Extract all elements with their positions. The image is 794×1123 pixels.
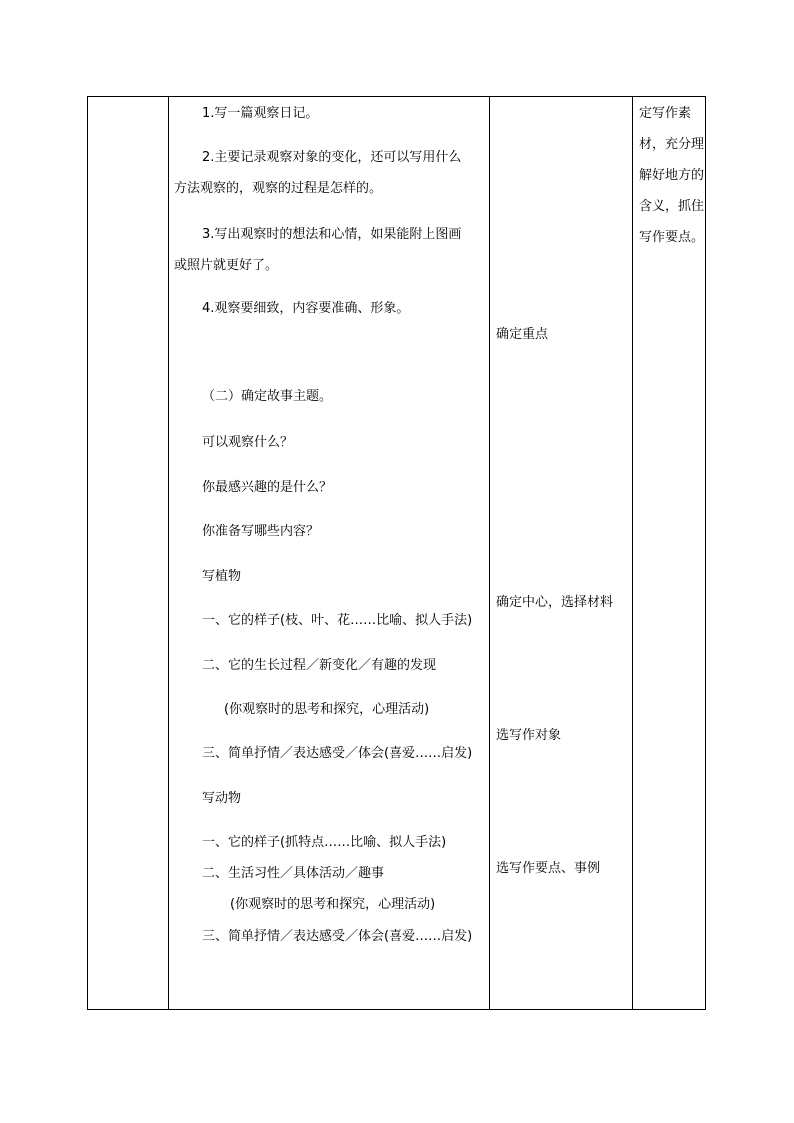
activity-2: 确定中心，选择材料 <box>496 595 614 610</box>
requirement-4: 4.观察要细致，内容要准确、形象。 <box>202 301 410 316</box>
activity-4: 选写作要点、事例 <box>496 861 601 876</box>
animal-point-2: 二、生活习性／具体活动／趣事 <box>202 866 385 881</box>
plant-point-3: 三、简单抒情／表达感受／体会(喜爱……启发) <box>202 746 473 761</box>
animal-point-1: 一、它的样子(抓特点……比喻、拟人手法) <box>202 835 447 850</box>
plant-heading: 写植物 <box>202 569 242 584</box>
requirement-3-line1: 3.写出观察时的想法和心情，如果能附上图画 <box>202 227 462 242</box>
question-3: 你准备写哪些内容？ <box>202 524 320 539</box>
question-2: 你最感兴趣的是什么？ <box>202 480 333 495</box>
requirement-3-line2: 或照片就更好了。 <box>174 258 279 273</box>
column-divider-2 <box>489 97 490 1009</box>
animal-point-2-sub: (你观察时的思考和探究，心理活动) <box>230 897 436 912</box>
animal-heading: 写动物 <box>202 791 242 806</box>
design-intent-note: 定写作素材，充分理解好地方的含义，抓住写作要点。 <box>639 106 705 245</box>
activity-1: 确定重点 <box>496 327 549 342</box>
column-divider-1 <box>168 97 169 1009</box>
requirement-2-line1: 2.主要记录观察对象的变化，还可以写用什么 <box>202 150 462 165</box>
column-divider-3 <box>632 97 633 1009</box>
requirement-1: 1.写一篇观察日记。 <box>202 106 319 121</box>
plant-point-2-sub: (你观察时的思考和探究，心理活动) <box>224 702 430 717</box>
requirement-2-line2: 方法观察的，观察的过程是怎样的。 <box>174 181 383 196</box>
question-1: 可以观察什么？ <box>202 435 294 450</box>
animal-point-3: 三、简单抒情／表达感受／体会(喜爱……启发) <box>202 929 473 944</box>
activity-3: 选写作对象 <box>496 728 562 743</box>
section-heading: （二）确定故事主题。 <box>202 389 333 404</box>
plant-point-2: 二、它的生长过程／新变化／有趣的发现 <box>202 658 437 673</box>
plant-point-1: 一、它的样子(枝、叶、花……比喻、拟人手法) <box>202 613 473 628</box>
